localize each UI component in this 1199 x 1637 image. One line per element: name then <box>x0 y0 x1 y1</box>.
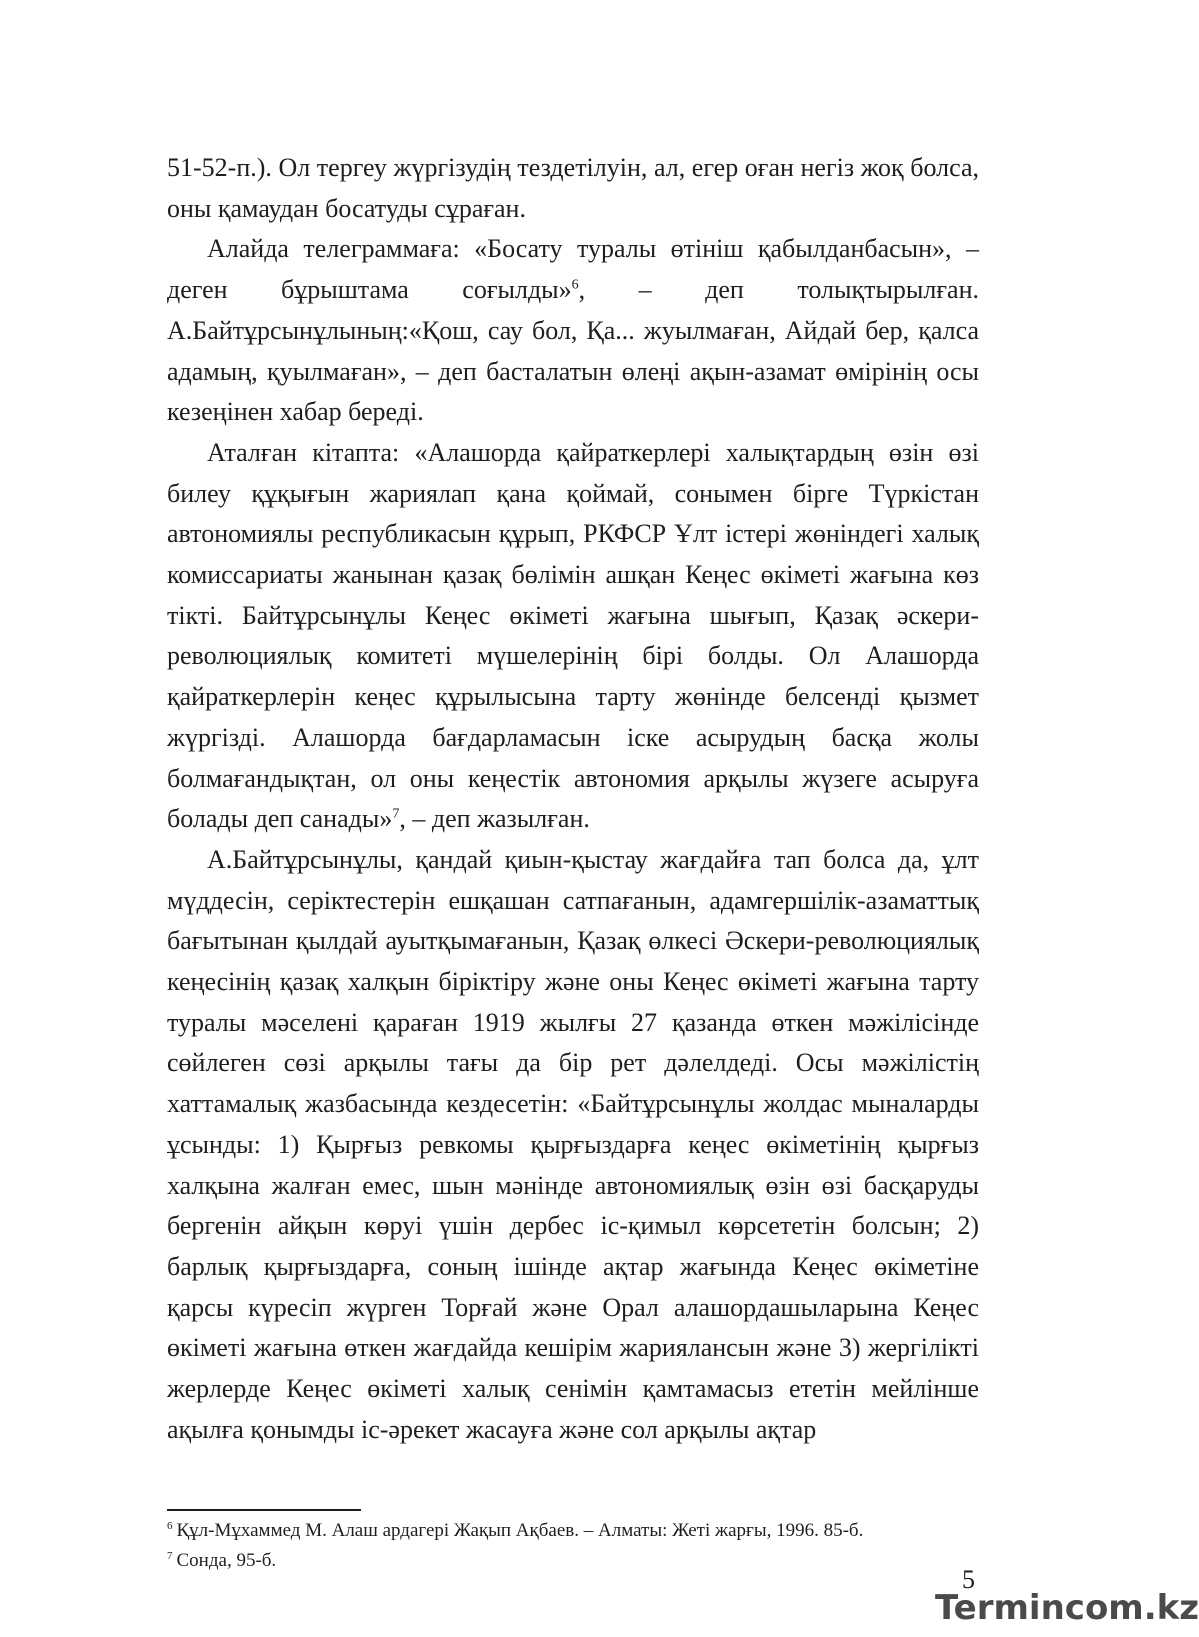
paragraph-text: 51-52-п.). Ол тергеу жүргізудің тездетілуін, ал, егер оған негіз жоқ болса, оны қамаудан босатуды сұраған. <box>167 153 979 223</box>
footnote-mark: 6 <box>167 1519 173 1532</box>
paragraph-text: Алайда телеграммаға: «Босату туралы өтініш қабылданбасын», – деген бұрыштама соғылды» <box>167 234 979 305</box>
paragraph-text: , – деп жазылған. <box>399 804 590 834</box>
footnotes <box>167 1516 987 1576</box>
paragraph-text: А.Байтұрсынұлы, қандай қиын-қыстау жағдайға тап болса да, ұлт мүддесін, серіктестерін ешқашан сатпағанын, адамгершілік-азаматтық бағытынан қылдай ауытқымағанын, Қазақ өлкесі Әскери-революциялық кеңесінің қазақ халқын біріктіру және оны Кеңес өкіметі жағына тарту туралы мәселені қараған 1919 жылғы 27 қазанда өткен мәжілісінде сөйлеген сөзі арқылы тағы да бір рет дәлелдеді. Осы мәжілістің хаттамалық жазбасында кездесетін: «Байтұрсынұлы жолдас мыналарды ұсынды: 1) Қырғыз ревкомы қырғыздарға кеңес өкіметінің қырғыз халқына жалған емес, шын мәнінде автономиялық өзін өзі басқаруды бергенін айқын көруі үшін дербес іс-қимыл көрсететін болсын; 2) барлық қырғыздарға, соның ішінде ақтар жағында Кеңес өкіметіне қарсы күресіп жүрген Торғай және Орал алашордашыларына Кеңес өкіметі жағына өткен жағдайда кешірім жариялансын және 3) жергілікті жерлерде Кеңес өкіметі халық сенімін қамтамасыз ететін мейлінше ақылға қонымды іс-әрекет жасауға және сол арқылы ақтар <box>167 844 979 1444</box>
paragraph-p2 <box>167 229 979 433</box>
paragraph-p3 <box>167 433 979 840</box>
body-text <box>167 148 979 1451</box>
footnote-ref: 7 <box>392 806 400 822</box>
paragraph-p4 <box>167 840 979 1451</box>
footnote-mark: 7 <box>167 1549 173 1562</box>
footnote-divider <box>167 1509 361 1511</box>
page-number: 5 <box>962 1565 975 1594</box>
footnote-7 <box>167 1546 987 1576</box>
paragraph-p1 <box>167 148 979 229</box>
paragraph-text: Аталған кітапта: «Алашорда қайраткерлері халықтардың өзін өзі билеу құқығын жариялап қана қоймай, сонымен бірге Түркістан автономиялы республикасын құрып, РКФСР Ұлт істері жөніндегі халық комиссариаты жанынан қазақ бөлімін ашқан Кеңес өкіметі жағына көз тікті. Байтұрсынұлы Кеңес өкіметі жағына шығып, Қазақ әскери-революциялық комитеті мүшелерінің бірі болды. Ол Алашорда қайраткерлерін кеңес құрылысына тарту жөнінде белсенді қызмет жүргізді. Алашорда бағдарламасын іске асырудың басқа жолы болмағандықтан, ол оны кеңестік автономия арқылы жүзеге асыруға болады деп санады» <box>167 437 979 834</box>
watermark-logo: Termincom.kz <box>935 1588 1199 1628</box>
footnote-ref: 6 <box>571 277 579 293</box>
footnote-text: Құл-Мұхаммед М. Алаш ардагері Жақып Ақбаев. – Алматы: Жеті жарғы, 1996. 85-б. <box>176 1520 864 1541</box>
paragraph-text: , – деп толықтырылған. А.Байтұрсынұлының:«Қош, сау бол, Қа... жуылмаған, Айдай бер, қалса адамың, қуылмаған», – деп басталатын өлеңі ақын-азамат өмірінің осы кезеңінен хабар береді. <box>167 275 979 427</box>
footnote-6 <box>167 1516 987 1546</box>
footnote-text: Сонда, 95-б. <box>176 1550 277 1571</box>
